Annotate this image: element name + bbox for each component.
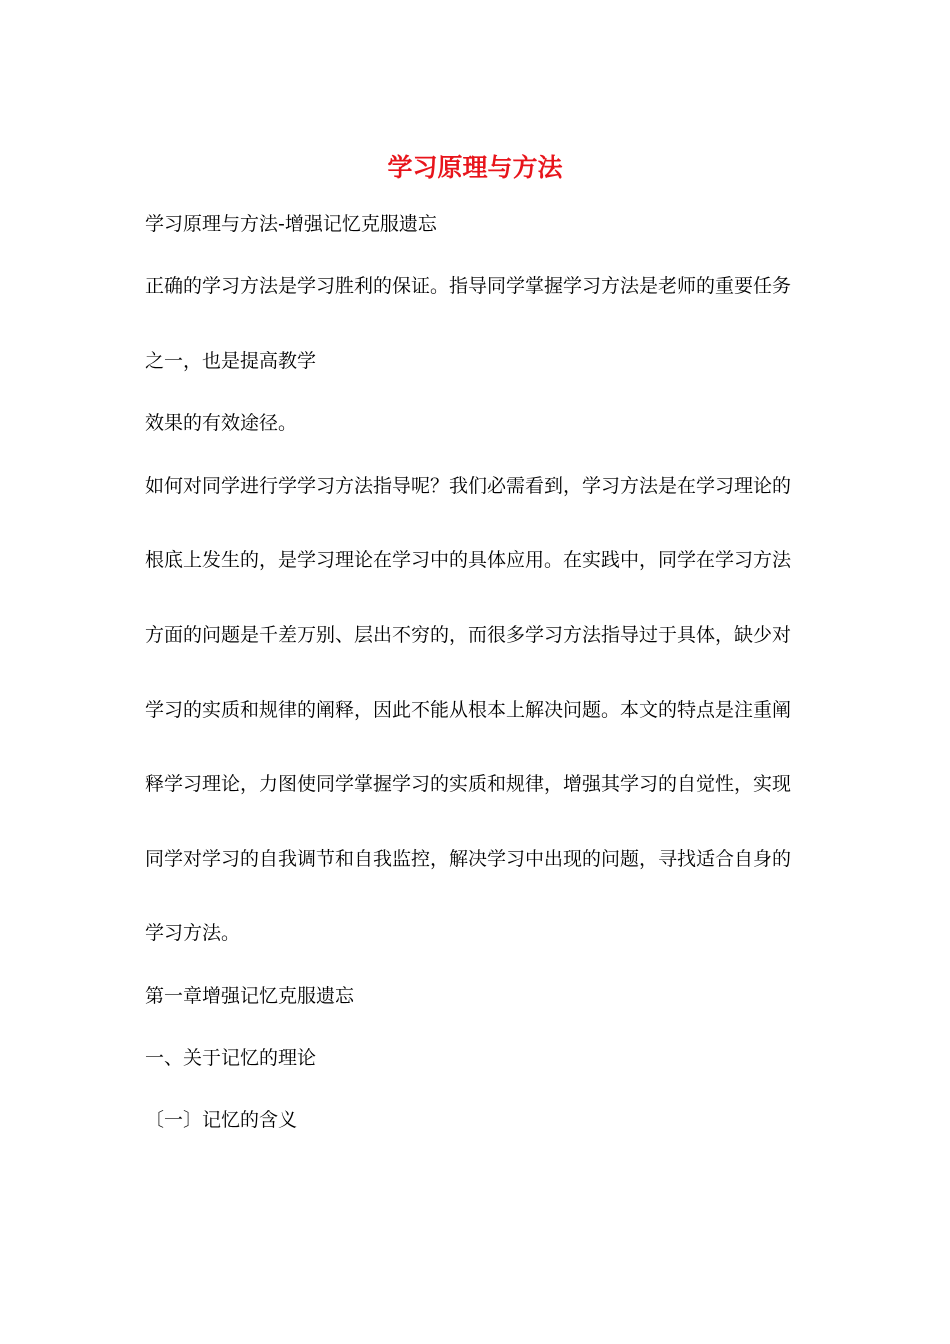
- section-heading: 一、关于记忆的理论: [145, 1047, 317, 1069]
- chapter-heading: 第一章增强记忆克服遗忘: [145, 985, 355, 1007]
- paragraph-line: 学习方法。: [145, 922, 241, 944]
- paragraph-line: 方面的问题是千差万别、层出不穷的，而很多学习方法指导过于具体，缺少对: [145, 624, 792, 646]
- subtitle-line: 学习原理与方法-增强记忆克服遗忘: [145, 213, 437, 235]
- paragraph-line: 如何对同学进行学学习方法指导呢？我们必需看到，学习方法是在学习理论的: [145, 475, 792, 497]
- paragraph-line: 之一，也是提高教学: [145, 350, 317, 372]
- paragraph-line: 同学对学习的自我调节和自我监控，解决学习中出现的问题，寻找适合自身的: [145, 848, 792, 870]
- document-title: 学习原理与方法: [387, 153, 563, 182]
- paragraph-line: 学习的实质和规律的阐释，因此不能从根本上解决问题。本文的特点是注重阐: [145, 699, 792, 721]
- subsection-heading: 〔一〕记忆的含义: [145, 1109, 298, 1131]
- paragraph-line: 正确的学习方法是学习胜利的保证。指导同学掌握学习方法是老师的重要任务: [145, 275, 792, 297]
- paragraph-line: 释学习理论，力图使同学掌握学习的实质和规律，增强其学习的自觉性，实现: [145, 773, 792, 795]
- paragraph-line: 效果的有效途径。: [145, 412, 298, 434]
- paragraph-line: 根底上发生的，是学习理论在学习中的具体应用。在实践中，同学在学习方法: [145, 549, 792, 571]
